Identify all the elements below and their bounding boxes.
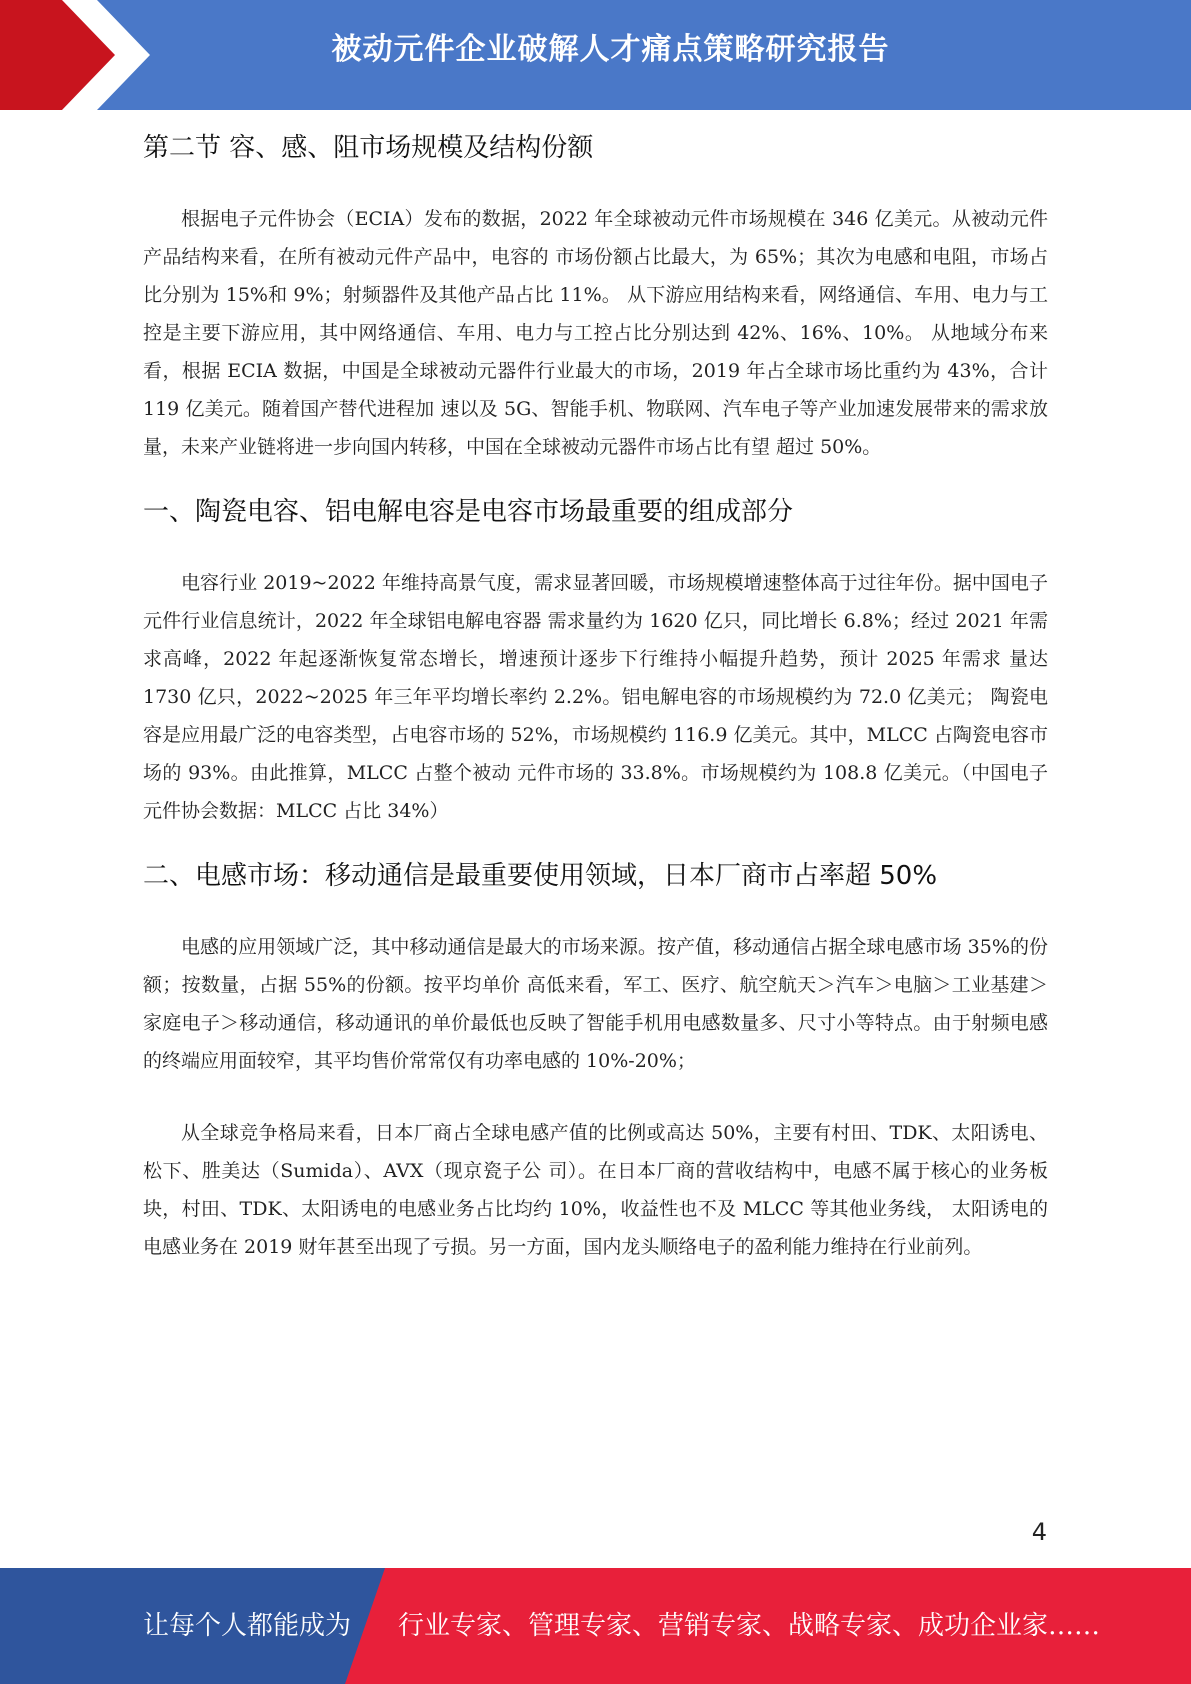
footer-slogan-left: 让每个人都能成为 [143, 1611, 352, 1641]
section-heading: 第二节 容、感、阻市场规模及结构份额 [143, 133, 594, 163]
report-title: 被动元件企业破解人才痛点策略研究报告 [331, 32, 890, 67]
section-heading: 一、陶瓷电容、铝电解电容是电容市场最重要的组成部分 [143, 497, 794, 527]
header-arrow-decoration [0, 0, 160, 110]
paragraph: 电容行业 2019~2022 年维持高景气度，需求显著回暖，市场规模增速整体高于过往年份。据中国电子元件行业信息统计，2022 年全球铝电解电容器 需求量约为 1620 亿只，同比增长 6.8%；经过 2021 年需求高峰，2022 年起逐渐恢复常态增长，增速预计逐步下行维持小幅提升趋势，预计 2025 年需求 量达 1730 亿只，2022~2025 年三年平均增长率约 2.2%。铝电解电容的市场规模约为 72.0 亿美元； 陶瓷电容是应用最广泛的电容类型，占电容市场的 52%，市场规模约 116.9 亿美元。其中，MLCC 占陶瓷电容市场的 93%。由此推算，MLCC 占整个被动 元件市场的 33.8%。市场规模约为 108.8 亿美元。（中国电子元件协会数据：MLCC 占比 34%） [143, 572, 1048, 822]
section-heading: 二、电感市场：移动通信是最重要使用领域，日本厂商市占率超 50% [143, 861, 938, 891]
main-content [143, 130, 1048, 1266]
page-number: 4 [1031, 1518, 1047, 1546]
paragraph: 从全球竞争格局来看，日本厂商占全球电感产值的比例或高达 50%，主要有村田、TDK、太阳诱电、松下、胜美达（Sumida）、AVX（现京瓷子公 司）。在日本厂商的营收结构中，电感不属于核心的业务板块，村田、TDK、太阳诱电的电感业务占比均约 10%，收益性也不及 MLCC 等其他业务线， 太阳诱电的电感业务在 2019 财年甚至出现了亏损。另一方面，国内龙头顺络电子的盈利能力维持在行业前列。 [143, 1122, 1048, 1258]
footer-slogan-right: 行业专家、管理专家、营销专家、战略专家、成功企业家…… [398, 1611, 1101, 1641]
page-footer [0, 1568, 1191, 1684]
paragraph: 电感的应用领域广泛，其中移动通信是最大的市场来源。按产值，移动通信占据全球电感市场 35%的份额；按数量，占据 55%的份额。按平均单价 高低来看，军工、医疗、航空航天＞汽车＞电脑＞工业基建＞家庭电子＞移动通信，移动通讯的单价最低也反映了智能手机用电感数量多、尺寸小等特点。由于射频电感的终端应用面较窄，其平均售价常常仅有功率电感的 10%-20%； [143, 936, 1048, 1072]
page-header [0, 0, 1191, 110]
paragraph: 根据电子元件协会（ECIA）发布的数据，2022 年全球被动元件市场规模在 346 亿美元。从被动元件产品结构来看，在所有被动元件产品中，电容的 市场份额占比最大，为 65%；其次为电感和电阻，市场占比分别为 15%和 9%；射频器件及其他产品占比 11%。 从下游应用结构来看，网络通信、车用、电力与工控是主要下游应用，其中网络通信、车用、电力与工控占比分别达到 42%、16%、10%。 从地域分布来看，根据 ECIA 数据，中国是全球被动元器件行业最大的市场，2019 年占全球市场比重约为 43%，合计 119 亿美元。随着国产替代进程加 速以及 5G、智能手机、物联网、汽车电子等产业加速发展带来的需求放量，未来产业链将进一步向国内转移，中国在全球被动元器件市场占比有望 超过 50%。 [143, 208, 1048, 458]
